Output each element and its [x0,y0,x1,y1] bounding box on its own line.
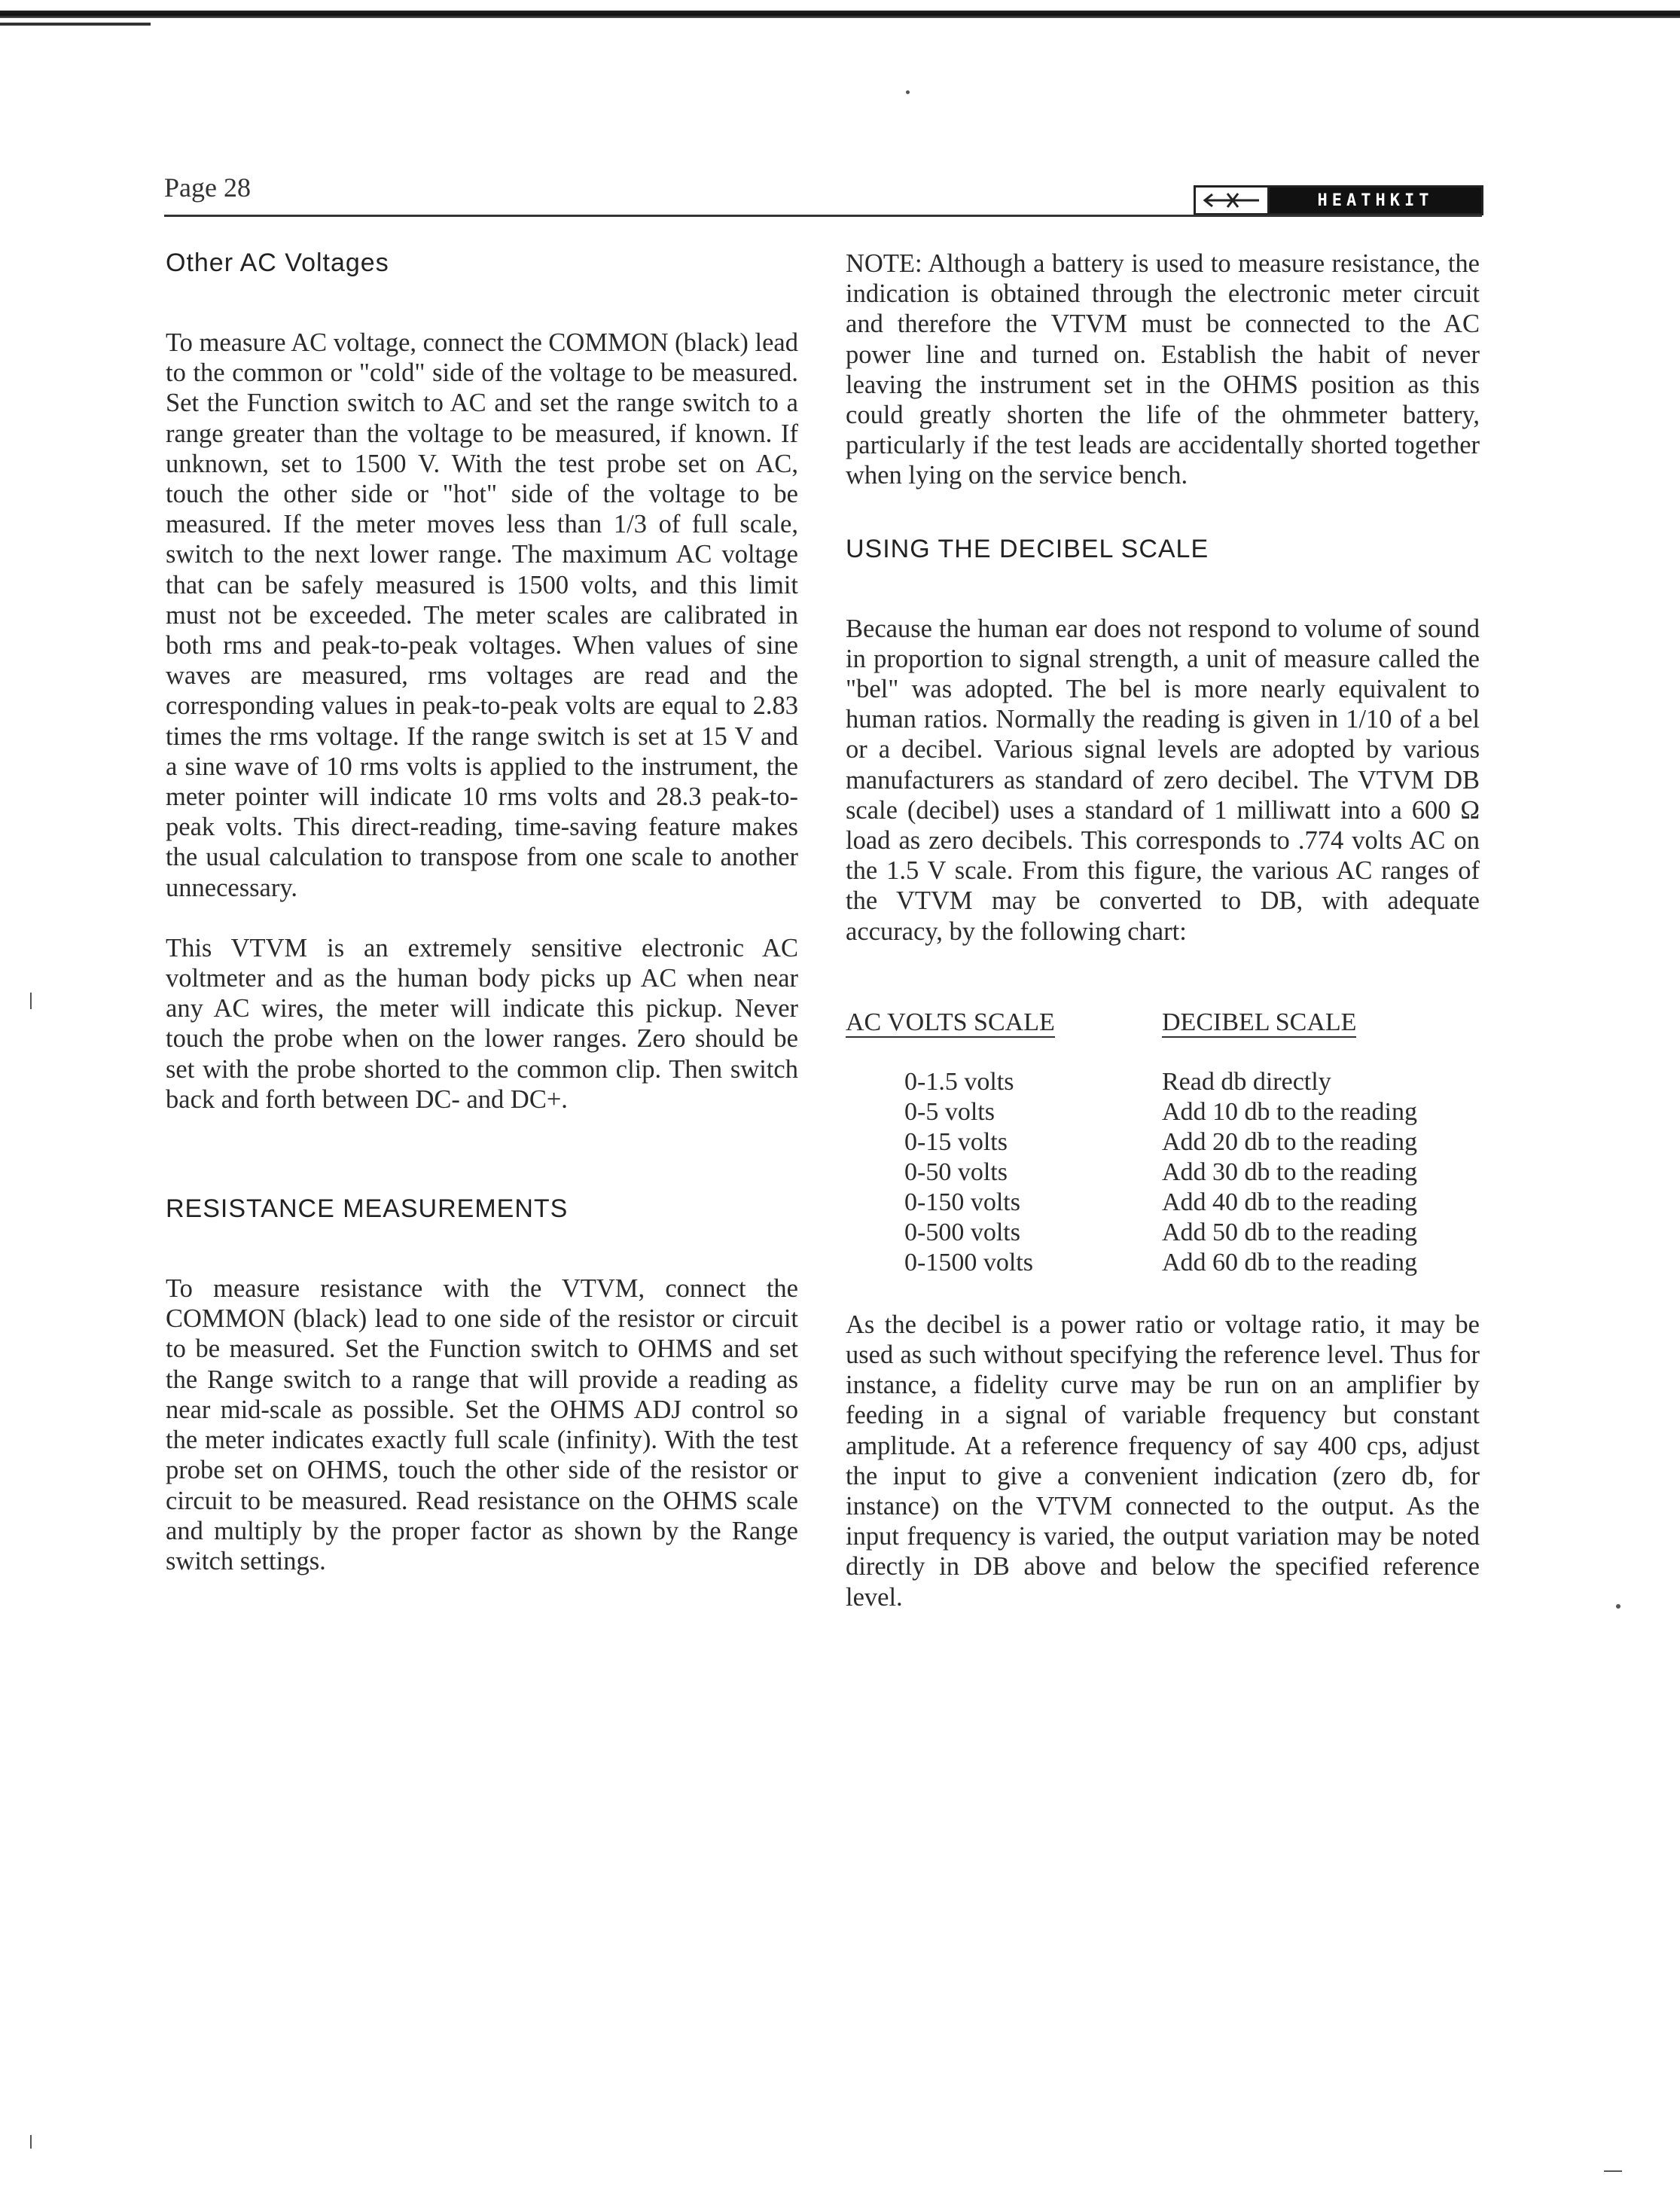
cell-decibel: Add 20 db to the reading [1162,1127,1417,1156]
paragraph-battery-note: NOTE: Although a battery is used to measure resistance, the indication is obtained through the electronic meter circuit and therefore the VTVM must be connected to the AC power line and turned on. Establish the habit of never leaving the instrument set in the OHMS position as this could greatly shorten the life of the ohmmeter battery, particularly if the test leads are accidentally shorted together when lying on the service bench. [846,249,1480,490]
cell-decibel: Add 30 db to the reading [1162,1158,1417,1186]
cell-ac-volts: 0-15 volts [904,1127,1008,1156]
top-border-rule [0,11,1680,18]
logo-emblem-icon [1196,188,1270,213]
right-column [846,249,1480,1612]
top-border-rule-thin [0,23,151,26]
column-header-ac-volts: AC VOLTS SCALE [846,1008,1055,1036]
paragraph-vtvm-sensitivity: This VTVM is an extremely sensitive electronic AC voltmeter and as the human body picks up AC when near any AC wires, the meter will indicate this pickup. Never touch the probe when on the lower ranges. Zero should be set with the probe shorted to the common clip. Then switch back and forth between DC- and DC+. [166,933,798,1114]
section-title-other-ac-voltages: Other AC Voltages [166,249,389,277]
paragraph-decibel-ratio: As the decibel is a power ratio or voltage ratio, it may be used as such without specifying the reference level. Thus for instance, a fidelity curve may be run on an amplifier by feeding in a signal of variable frequency but constant amplitude. At a reference frequency of say 400 cps, adjust the input to give a convenient indication (zero db, for instance) on the VTVM connected to the output. As the input frequency is varied, the output variation may be noted directly in DB above and below the specified reference level. [846,1310,1480,1612]
left-column [166,249,798,1576]
cell-ac-volts: 0-1.5 volts [904,1067,1014,1096]
cell-decibel: Add 40 db to the reading [1162,1188,1417,1216]
cell-ac-volts: 0-50 volts [904,1158,1008,1186]
cell-decibel: Add 50 db to the reading [1162,1218,1417,1246]
table-row [846,1067,1480,1097]
heathkit-logo [1194,185,1483,215]
logo-text: HEATHKIT [1270,188,1481,213]
cell-decibel: Add 10 db to the reading [1162,1097,1417,1126]
table-row [846,1097,1480,1127]
cell-ac-volts: 0-1500 volts [904,1248,1033,1276]
scan-speck [1616,1604,1621,1609]
cell-decibel: Add 60 db to the reading [1162,1248,1417,1276]
decibel-conversion-table [846,1008,1480,1278]
paragraph-ac-measurement: To measure AC voltage, connect the COMMON (black) lead to the common or "cold" side of the voltage to be measured. Set the Function switch to AC and set the range switch to a range greater than the voltage to be measured, if known. If unknown, set to 1500 V. With the test probe set on AC, touch the other side or "hot" side of the voltage to be measured. If the meter moves less than 1/3 of full scale, switch to the next lower range. The maximum AC voltage that can be safely measured is 1500 volts, and this limit must not be exceeded. The meter scales are calibrated in both rms and peak-to-peak voltages. When values of sine waves are measured, rms voltages are read and the corresponding values in peak-to-peak volts are equal to 2.83 times the rms voltage. If the range switch is set at 15 V and a sine wave of 10 rms volts is applied to the instrument, the meter pointer will indicate 10 rms volts and 28.3 peak-to-peak volts. This direct-reading, time-saving feature makes the usual calculation to transpose from one scale to another unnecessary. [166,328,798,902]
table-row [846,1158,1480,1188]
section-title-decibel-scale: USING THE DECIBEL SCALE [846,534,1209,563]
column-header-decibel: DECIBEL SCALE [1162,1008,1357,1036]
scan-speck [1604,2170,1622,2172]
cell-ac-volts: 0-5 volts [904,1097,995,1126]
section-title-resistance: RESISTANCE MEASUREMENTS [166,1194,569,1224]
scan-speck [30,2135,32,2149]
table-body [846,1067,1480,1278]
paragraph-resistance-measurement: To measure resistance with the VTVM, connect the COMMON (black) lead to one side of the resistor or circuit to be measured. Set the Function switch to OHMS and set the Range switch to a range that will provide a reading as near mid-scale as possible. Set the OHMS ADJ control so the meter indicates exactly full scale (infinity). With the test probe set on OHMS, touch the other side of the resistor or circuit to be measured. Read resistance on the OHMS scale and multiply by the proper factor as shown by the Range switch settings. [166,1274,798,1575]
page-number: Page 28 [164,172,251,203]
cell-decibel: Read db directly [1162,1067,1331,1096]
paragraph-decibel-intro: Because the human ear does not respond to volume of sound in proportion to signal strength, a unit of measure called the "bel" was adopted. The bel is more nearly equivalent to human ratios. Normally the reading is given in 1/10 of a bel or a decibel. Various signal levels are adopted by various manufacturers as standard of zero decibel. The VTVM DB scale (decibel) uses a standard of 1 milliwatt into a 600 Ω load as zero decibels. This corresponds to .774 volts AC on the 1.5 V scale. From this figure, the various AC ranges of the VTVM may be converted to DB, with adequate accuracy, by the following chart: [846,614,1480,946]
table-header [846,1008,1480,1037]
cell-ac-volts: 0-500 volts [904,1218,1020,1246]
table-row [846,1188,1480,1218]
table-row [846,1248,1480,1278]
scan-speck [906,90,910,94]
table-row [846,1127,1480,1158]
scan-speck [30,993,32,1009]
header-rule [164,215,1482,217]
table-row [846,1218,1480,1248]
cell-ac-volts: 0-150 volts [904,1188,1020,1216]
